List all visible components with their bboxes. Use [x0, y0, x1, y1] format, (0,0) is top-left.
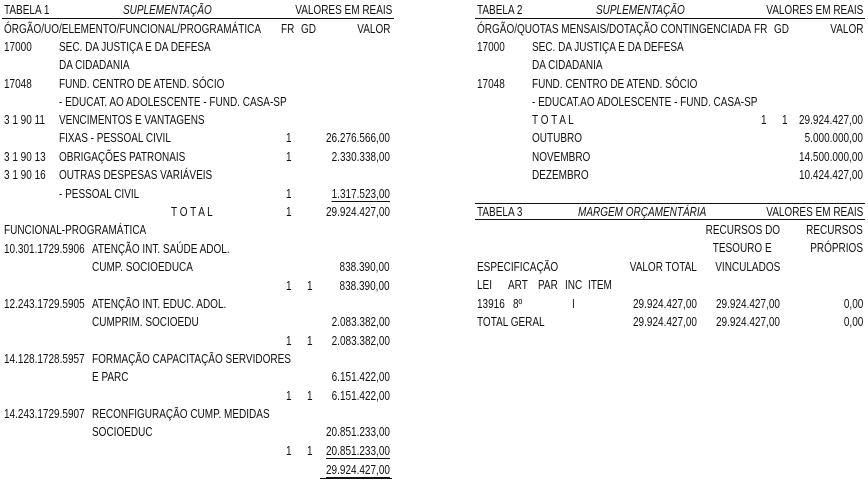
t1-el3-fr: 1: [286, 187, 292, 201]
t3-r1-valor-total: 29.924.427,00: [633, 297, 697, 311]
t1-f3-valor: 6.151.422,00: [331, 370, 390, 384]
t3-r1-rp: 0,00: [843, 297, 863, 311]
t1-f2-valor: 2.083.382,00: [331, 315, 390, 329]
t3-col-par: PAR: [538, 278, 558, 292]
t1-el3-name-1: OUTRAS DESPESAS VARIÁVEIS: [59, 168, 213, 182]
t2-label: TABELA 2: [477, 3, 523, 17]
t2-total-label: T O T A L: [532, 113, 574, 127]
t3-r1-inc: I: [572, 297, 575, 311]
t1-el2-code: 3 1 90 13: [4, 150, 46, 164]
t1-uo-code: 17048: [4, 77, 32, 91]
t1-f2-code: 12.243.1729.5905: [4, 297, 85, 311]
t1-f4-fr: 1: [286, 444, 292, 458]
t1-funcional-label: FUNCIONAL-PROGRAMÁTICA: [4, 223, 147, 237]
t1-f2-gd: 1: [307, 334, 313, 348]
t1-grand-total: 29.924.427,00: [326, 463, 390, 477]
t1-el1-code: 3 1 90 11: [4, 113, 45, 127]
t1-f1-valor: 838.390,00: [339, 260, 390, 274]
t1-rule-bottom: [320, 478, 392, 479]
t1-col-org: ÓRGÃO/UO/ELEMENTO/FUNCIONAL/PROGRAMÁTICA: [4, 22, 262, 36]
t3-label: TABELA 3: [477, 205, 523, 219]
t3-col-rp-2: PRÓPRIOS: [810, 241, 863, 255]
t3-rule-header: [475, 219, 865, 220]
t3-col-art: ART: [508, 278, 528, 292]
t2-month-2-valor: 14.500.000,00: [799, 150, 863, 164]
t3-col-rp-1: RECURSOS: [806, 223, 863, 237]
t1-el1-name-1: VENCIMENTOS E VANTAGENS: [59, 113, 205, 127]
t3-col-rt-2: TESOURO E: [713, 241, 772, 255]
t1-f3-fr: 1: [286, 389, 292, 403]
t2-rule-top: [475, 18, 865, 19]
t2-col-fr: FR: [754, 22, 768, 36]
t1-el1-name-2: FIXAS - PESSOAL CIVIL: [59, 131, 171, 145]
t1-el2-valor: 2.330.338,00: [331, 150, 390, 164]
t1-org-code: 17000: [4, 40, 32, 54]
t1-f1-name-1: ATENÇÃO INT. SAÚDE ADOL.: [92, 242, 230, 256]
t1-f1-gd: 1: [307, 279, 313, 293]
t1-total-label: T O T A L: [171, 205, 213, 219]
t1-col-fr: FR: [281, 22, 295, 36]
t1-f3-sub: 6.151.422,00: [331, 389, 390, 403]
t1-el3-valor: 1.317.523,00: [331, 187, 390, 201]
t1-org-name-1: SEC. DA JUSTIÇA E DA DEFESA: [59, 40, 211, 54]
t2-month-2: NOVEMBRO: [532, 150, 591, 164]
t3-col-valor-total: VALOR TOTAL: [629, 260, 697, 274]
t2-title: SUPLEMENTAÇÃO: [596, 3, 685, 17]
t3-r1-lei: 13916: [477, 297, 505, 311]
t3-rule-top: [475, 203, 865, 204]
t1-f2-name-1: ATENÇÃO INT. EDUC. ADOL.: [92, 297, 227, 311]
t1-rule-top: [2, 18, 394, 19]
t1-el3-name-2: - PESSOAL CIVIL: [59, 187, 140, 201]
t1-total-fr: 1: [286, 205, 292, 219]
t3-unit: VALORES EM REAIS: [765, 205, 863, 219]
t1-f3-gd: 1: [307, 389, 313, 403]
t1-total-valor: 29.924.427,00: [326, 205, 390, 219]
t3-total-rp: 0,00: [843, 315, 863, 329]
t2-total-gd: 1: [782, 113, 788, 127]
t1-el2-fr: 1: [286, 150, 292, 164]
t2-month-3: DEZEMBRO: [532, 168, 589, 182]
t1-f2-name-2: CUMPRIM. SOCIOEDU: [92, 315, 199, 329]
t1-el3-code: 3 1 90 16: [4, 168, 46, 182]
t1-col-valor: VALOR: [356, 22, 390, 36]
t1-f4-gd: 1: [307, 444, 313, 458]
t2-unit: VALORES EM REAIS: [765, 3, 863, 17]
t3-col-inc: INC: [565, 278, 583, 292]
t3-total-rt: 29.924.427,00: [716, 315, 780, 329]
t3-col-item: ITEM: [588, 278, 612, 292]
t1-uo-name-2: - EDUCAT. AO ADOLESCENTE - FUND. CASA-SP: [59, 95, 287, 109]
t1-f2-sub: 2.083.382,00: [331, 334, 390, 348]
t1-f4-valor: 20.851.233,00: [326, 425, 390, 439]
t3-col-lei: LEI: [477, 278, 493, 292]
t1-f4-name-2: SOCIOEDUC: [92, 425, 153, 439]
t1-f1-code: 10.301.1729.5906: [4, 242, 85, 256]
t1-col-gd: GD: [301, 22, 316, 36]
t3-total-label: TOTAL GERAL: [477, 315, 545, 329]
t2-org-code: 17000: [477, 40, 505, 54]
t2-col-org: ÓRGÃO/QUOTAS MENSAIS/DOTAÇÃO CONTINGENCIADA: [477, 22, 752, 36]
t2-month-1-valor: 5.000.000,00: [804, 131, 863, 145]
t3-r1-rt: 29.924.427,00: [716, 297, 780, 311]
t3-r1-art: 8º: [513, 297, 523, 311]
t2-total-fr: 1: [761, 113, 767, 127]
t2-total-valor: 29.924.427,00: [799, 113, 863, 127]
t1-f4-name-1: RECONFIGURAÇÃO CUMP. MEDIDAS: [92, 407, 270, 421]
t2-uo-name-1: FUND. CENTRO DE ATEND. SÓCIO: [532, 77, 698, 91]
t2-col-gd: GD: [774, 22, 789, 36]
t3-total-valor-total: 29.924.427,00: [633, 315, 697, 329]
t1-f1-sub: 838.390,00: [339, 279, 390, 293]
t1-org-name-2: DA CIDADANIA: [59, 58, 130, 72]
t2-uo-code: 17048: [477, 77, 505, 91]
t2-col-valor: VALOR: [829, 22, 863, 36]
t1-f2-fr: 1: [286, 334, 292, 348]
t1-f4-code: 14.243.1729.5907: [4, 407, 85, 421]
t2-uo-name-2: - EDUCAT.AO ADOLESCENTE - FUND. CASA-SP: [532, 95, 758, 109]
t1-el2-name: OBRIGAÇÕES PATRONAIS: [59, 150, 186, 164]
t2-org-name-2: DA CIDADANIA: [532, 58, 603, 72]
t2-month-3-valor: 10.424.427,00: [799, 168, 863, 182]
t2-month-1: OUTUBRO: [532, 131, 582, 145]
t1-f1-name-2: CUMP. SOCIOEDUCA: [92, 260, 193, 274]
t1-unit: VALORES EM REAIS: [294, 3, 392, 17]
t1-el1-valor: 26.276.566,00: [326, 131, 390, 145]
t1-f3-code: 14.128.1728.5957: [4, 352, 85, 366]
t1-f1-fr: 1: [286, 279, 292, 293]
t3-col-rt-3: VINCULADOS: [714, 260, 780, 274]
t1-f3-name-1: FORMAÇÃO CAPACITAÇÃO SERVIDORES: [92, 352, 291, 366]
t1-title: SUPLEMENTAÇÃO: [123, 3, 212, 17]
t1-uo-name-1: FUND. CENTRO DE ATEND. SÓCIO: [59, 77, 225, 91]
t1-f4-sub: 20.851.233,00: [326, 444, 390, 458]
t1-label: TABELA 1: [4, 3, 50, 17]
t1-f3-name-2: E PARC: [92, 370, 129, 384]
t1-el1-fr: 1: [286, 131, 292, 145]
t2-org-name-1: SEC. DA JUSTIÇA E DA DEFESA: [532, 40, 684, 54]
t3-col-espec: ESPECIFICAÇÃO: [477, 260, 559, 274]
t3-col-rt-1: RECURSOS DO: [705, 223, 780, 237]
t3-title: MARGEM ORÇAMENTÁRIA: [578, 205, 707, 219]
